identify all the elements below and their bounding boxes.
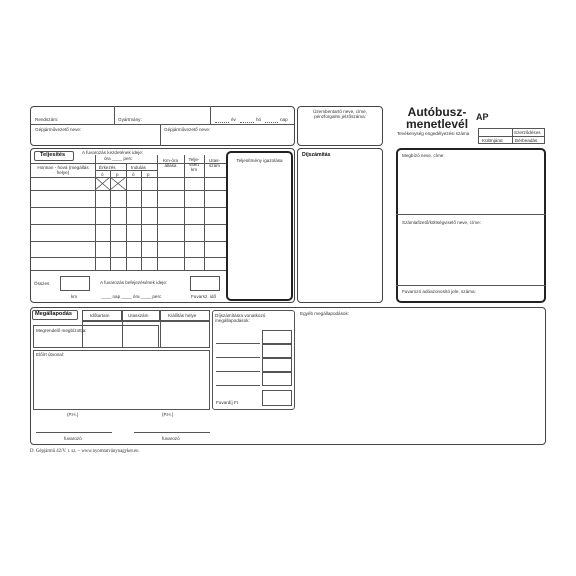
end-time-label: A fuvarozás befejezésének ideje: — [100, 280, 168, 285]
fee-calculation-title: Díjszámítás — [302, 152, 331, 158]
divider — [160, 124, 161, 146]
route-header: Honnan - hová (megállás helye) — [37, 165, 89, 175]
agreement-title: Megállapodás — [35, 311, 72, 317]
charter-label: Bérbeadás — [515, 138, 538, 143]
start-time-label: A fuvarozás kezdetének ideje: — [82, 150, 144, 155]
performed-km-header: Telje-sitett km — [188, 157, 200, 172]
driver1-label: Gépjárművezető neve: — [35, 127, 82, 132]
table-line — [141, 170, 142, 270]
fee-line — [216, 371, 260, 372]
table-line — [30, 177, 226, 178]
signature-line-1 — [36, 432, 112, 433]
fee-calculation-section — [297, 148, 383, 303]
orderer-label: Megrendelő megbízottja: — [36, 328, 87, 333]
divider — [30, 124, 295, 125]
fee-field-2[interactable] — [262, 344, 292, 358]
transport-time-label: Fuvarsz. idő — [191, 294, 217, 299]
divider — [396, 214, 546, 215]
form-title — [406, 106, 468, 130]
date-line — [215, 122, 229, 123]
day-label: nap — [280, 117, 288, 122]
carrier2-label: fuvarozó — [162, 436, 180, 441]
route-label: Előírt útvonal: — [36, 352, 65, 357]
special-label: Különjárat — [482, 138, 503, 143]
footer-text: D. Gépjármű 42/V. r. sz. – www.nyomtatványnagyker.eu — [30, 449, 139, 454]
title-line1: Autóbusz- — [407, 105, 467, 119]
contract-label: Szerződéses — [514, 130, 541, 135]
table-line — [30, 190, 226, 191]
route-box[interactable] — [33, 350, 210, 410]
total-km-box[interactable] — [60, 276, 90, 291]
table-line — [30, 207, 226, 208]
hour-col-1: ó — [101, 172, 104, 177]
crossed-cells — [95, 177, 127, 190]
operator-label: Üzembentartó neve, címe, pénzforgalmi jelzőszáma: — [313, 109, 367, 119]
performance-title: Teljesítés — [40, 152, 66, 158]
min-col-2: p — [147, 172, 150, 177]
divider — [512, 128, 513, 144]
title-line2: menetlevél — [406, 117, 469, 131]
divider — [396, 285, 546, 286]
fee-line — [216, 343, 260, 344]
signature-line-2 — [134, 432, 210, 433]
table-line — [95, 155, 96, 270]
other-agreements-label: Egyéb megállapodások: — [300, 311, 350, 316]
client-label: Megbízó neve, címe: — [402, 153, 445, 158]
odometer-header: Km-óra állása — [162, 158, 179, 168]
table-line — [30, 224, 226, 225]
end-time-fields: ____ nap ____ óra ____ perc — [101, 294, 162, 299]
transport-time-box[interactable] — [190, 276, 220, 291]
table-line — [184, 155, 185, 270]
table-line — [204, 155, 205, 270]
date-line — [240, 122, 254, 123]
passenger-count-label: Utasszám — [128, 313, 149, 318]
divider — [210, 106, 211, 124]
tax-id-label: Fuvarozó adóazonosító jele, száma: — [402, 289, 476, 294]
stamp1-label: (P.H.) — [67, 412, 79, 417]
fee-total-field[interactable] — [262, 390, 292, 406]
form-code: AP — [476, 112, 489, 122]
fee-agreement-label: Díjszámításra vonatkozó megállapodások: — [215, 313, 266, 323]
fee-field-4[interactable] — [262, 372, 292, 386]
table-line — [30, 270, 226, 271]
min-col-1: p — [116, 172, 119, 177]
start-time-fields: óra ____ perc — [104, 156, 133, 161]
date-line — [265, 122, 278, 123]
total-label: Összes — [34, 281, 50, 286]
divider — [114, 106, 115, 124]
fee-line — [216, 385, 260, 386]
license-plate-label: Rendszám: — [35, 117, 59, 122]
passengers-header: Utas-szám — [209, 158, 220, 168]
table-line — [30, 257, 226, 258]
client-panel — [396, 148, 546, 303]
stamp2-label: (P.H.) — [162, 412, 174, 417]
issue-place-label: Kiállítás helye — [168, 313, 197, 318]
driver2-label: Gépjárművezető neve: — [164, 127, 211, 132]
license-number-label: Tevékenység engedélyezési száma — [397, 131, 470, 136]
fee-field-1[interactable] — [262, 330, 292, 344]
fee-line — [216, 357, 260, 358]
departure-header: Indulás — [131, 165, 146, 170]
divider — [160, 321, 161, 348]
arrival-header: Érkezés — [99, 165, 116, 170]
duration-label: Időtartam — [90, 313, 110, 318]
make-label: Gyártmány: — [118, 117, 142, 122]
year-label: év — [231, 117, 236, 122]
month-label: hó — [256, 117, 262, 122]
table-line — [30, 241, 226, 242]
fee-field-3[interactable] — [262, 358, 292, 372]
fee-total-label: Fuvardíj Ft — [216, 400, 238, 405]
confirmation-header: Teljesítmény igazolása — [236, 158, 283, 163]
billing-label: Számlafizető/költségviselő neve, címe: — [402, 220, 481, 225]
vehicle-info-box — [30, 106, 295, 146]
hour-col-2: ó — [132, 172, 135, 177]
table-line — [157, 155, 158, 270]
total-km-unit: km — [71, 294, 78, 299]
confirmation-column — [226, 151, 293, 301]
carrier1-label: fuvarozó — [64, 436, 82, 441]
